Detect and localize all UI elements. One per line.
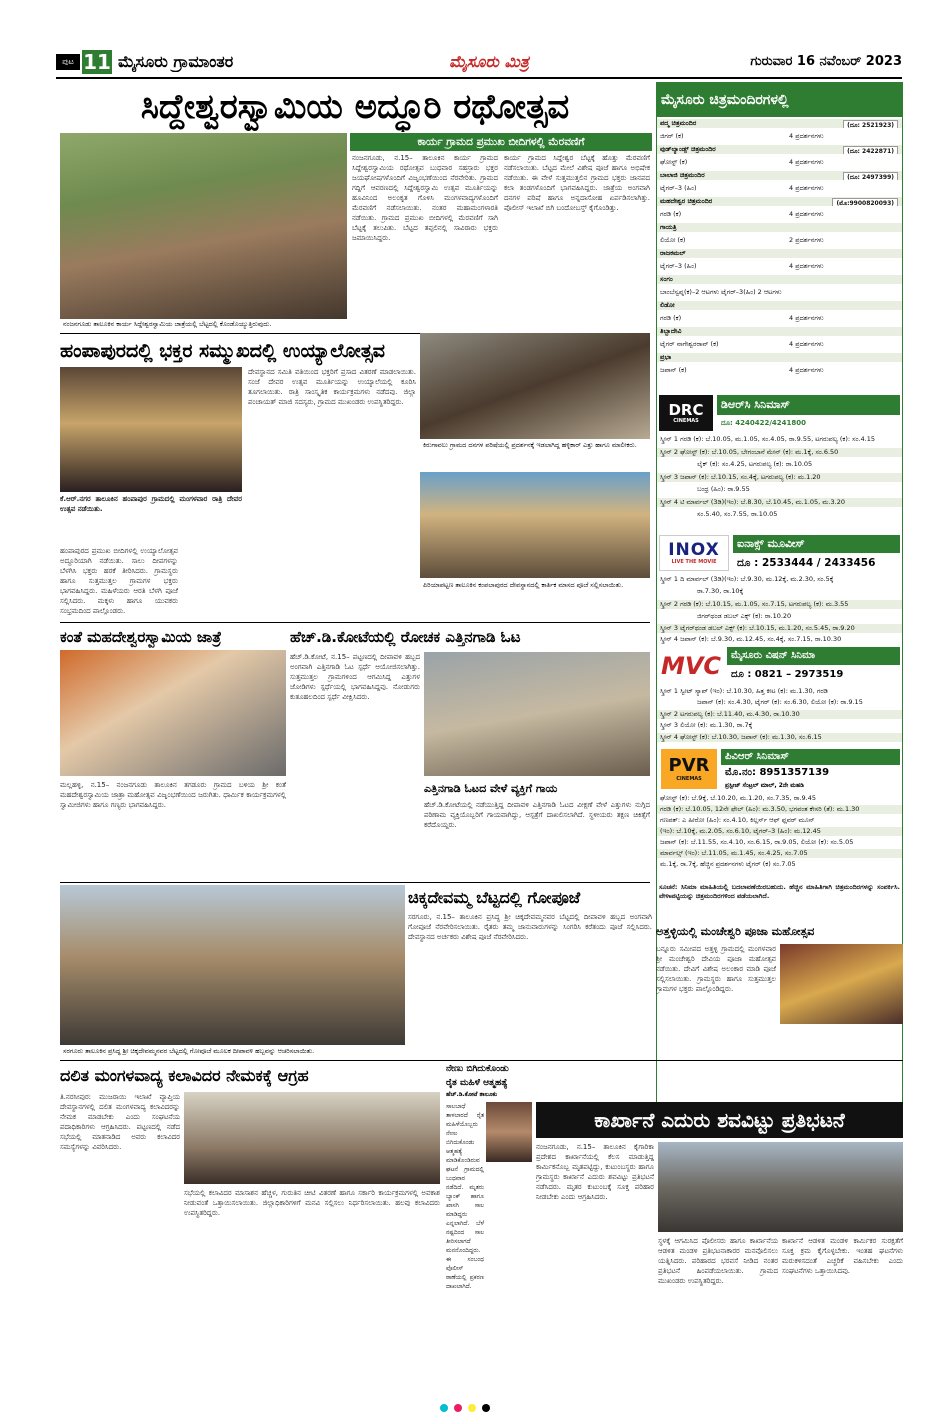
karkhane-body-col2: ಸ್ಥಳಕ್ಕೆ ಆಗಮಿಸಿದ ಪೊಲೀಸರು ಹಾಗೂ ಕಾರ್ಖಾನೆಯ ಆಡಳಿತ ಮಂಡಳಿ ಪ್ರತಿಭಟನಾಕಾರರ ಮನವೊಲಿಸಲು ಯತ್ನಿಸಿದರು. ಪರಿಹಾರದ ಭರವಸೆ ನೀಡಿದ ನಂತರ ಪ್ರತಿಭಟನೆ ಹಿಂಪಡೆಯಲಾಯಿತು. ಗ್ರಾಮದ ಮುಖಂಡರು ಉಪಸ್ಥಿತರಿದ್ದರು. bbox=[658, 1237, 778, 1285]
divider bbox=[60, 882, 650, 883]
hdkote-photo bbox=[424, 652, 650, 776]
cinema-note: ಸೂಚನೆ: ಸಿನಿಮಾ ಮಾಹಿತಿಯಲ್ಲಿ ಬದಲಾವಣೆಯಿರಬಹುದು. ಹೆಚ್ಚಿನ ಮಾಹಿತಿಗಾಗಿ ಚಿತ್ರಮಂದಿರಗಳನ್ನು ಸಂಪರ್ಕಿಸಿ. ವೇಳಾಪಟ್ಟಿಯನ್ನು ಚಿತ್ರಮಂದಿರಗಳಿಂದ ಪಡೆಯಲಾಗಿದೆ. bbox=[659, 883, 900, 900]
drc-phone: ದೂ: 4240422/4241800 bbox=[721, 419, 806, 427]
hdkote-body: ಹೆಚ್.ಡಿ.ಕೋಟೆ, ನ.15– ಪಟ್ಟಣದಲ್ಲಿ ದೀಪಾವಳಿ ಹಬ್ಬದ ಅಂಗವಾಗಿ ಎತ್ತಿನಗಾಡಿ ಓಟ ಸ್ಪರ್ಧೆ ಆಯೋಜಿಸಲಾಗಿತ್ತು. ಸುತ್ತಮುತ್ತಲ ಗ್ರಾಮಗಳಿಂದ ಆಗಮಿಸಿದ್ದ ಎತ್ತುಗಳ ಜೋಡಿಗಳು ಸ್ಪರ್ಧೆಯಲ್ಲಿ ಭಾಗವಹಿಸಿದ್ದವು. ನೋಡುಗರು ಕುತೂಹಲದಿಂದ ಸ್ಪರ್ಧೆ ವೀಕ್ಷಿಸಿದರು. bbox=[290, 653, 420, 701]
inox-row: ಸ್ಕ್ರೀನ್ 1 ದಿ ಮಾರ್ವಲ್ (3ಡಿ)(ಇಂ): ಬೆ.9.30, ಮ.12ಕ್ಕೆ, ಮ.2.30, ಸಂ.5ಕ್ಕೆ bbox=[660, 575, 834, 583]
mvc-logo: MVC bbox=[660, 652, 722, 680]
drc-name: ಡಿಆರ್‌ಸಿ ಸಿನಿಮಾಸ್ bbox=[717, 395, 900, 415]
cinema-row: ಮಹದೇಶ್ವರ ಚಿತ್ರಮಂದಿರ (ಮೊ:9900820093) bbox=[657, 197, 902, 206]
hampapura-caption: ಕೆ.ಆರ್.ನಗರ ತಾಲೂಕಿನ ಹಂಪಾಪುರ ಗ್ರಾಮದಲ್ಲಿ ಮಂಗಳವಾರ ರಾತ್ರಿ ದೇವರ ಉತ್ಸವ ನಡೆಯಿತು. bbox=[60, 495, 242, 513]
drc-row: ಸ್ಕ್ರೀನ್ 3 ಜಪಾನ್ (ಕ): ಬೆ.10.15, ಸಂ.4ಕ್ಕೆ, ಟಗರುಪಲ್ಯ (ಕ): ಮ.1.20 bbox=[657, 473, 902, 482]
hampapura-body-col1: ಹಂಪಾಪುರದ ಪ್ರಮುಖ ಬೀದಿಗಳಲ್ಲಿ ಉಯ್ಯಾಲೋತ್ಸವ ಅದ್ದೂರಿಯಾಗಿ ನಡೆಯಿತು. ಸಾಲು ದೀಪಗಳನ್ನು ಬೆಳಗಿಸಿ ಭಕ್ತರು ಹರಕೆ ತೀರಿಸಿದರು. ಗ್ರಾಮಸ್ಥರು ಹಾಗೂ ಸುತ್ತಮುತ್ತಲ ಗ್ರಾಮಗಳ ಭಕ್ತರು ಭಾಗವಹಿಸಿದ್ದರು. ಮಹಿಳೆಯರು ಆರತಿ ಬೆಳಗಿ ಪೂಜೆ ಸಲ್ಲಿಸಿದರು. ಮಕ್ಕಳು ಹಾಗೂ ಯುವಕರು ಸಂಭ್ರಮದಿಂದ ಪಾಲ್ಗೊಂಡರು. bbox=[60, 547, 178, 615]
inox-row: ಸ್ಕ್ರೀನ್ 3 ಟೈಗರ್‌ಥಂಡ ಡಬಲ್ ಎಕ್ಸ್ (ಕ): ಬೆ.10.15, ಮ.1.20, ಸಂ.5.45, ರಾ.9.20 bbox=[657, 624, 902, 633]
pvr-row: ಮಾರ್ವಲ್ಸ್ (ಇಂ): ಬೆ.11.05, ಮ.1.45, ಸಂ.4.25, ಸಂ.7.05 bbox=[657, 849, 902, 858]
nena-headline-1: ನೇಣು ಬಿಗಿದುಕೊಂಡು bbox=[446, 1064, 509, 1074]
drc-row: ಸ್ಕ್ರೀನ್ 2 ಘೋಸ್ಟ್ (ಕ): ಬೆ.10.05, ಬೇಗಂಬಾನೆ ಮೇನ್ (ಕ): ಮ.1ಕ್ಕೆ, ಸಂ.6.50 bbox=[657, 448, 902, 457]
lead-subhead: ಕಾರ್ಯ ಗ್ರಾಮದ ಪ್ರಮುಖ ಬೀದಿಗಳಲ್ಲಿ ಮೆರವಣಿಗೆ bbox=[350, 133, 652, 151]
bull-photo bbox=[420, 333, 650, 439]
inox-row: ರಾ.7.30, ರಾ.10ಕ್ಕೆ bbox=[697, 587, 744, 595]
hdkote-subhead: ಎತ್ತಿನಗಾಡಿ ಓಟದ ವೇಳೆ ವ್ಯಕ್ತಿಗೆ ಗಾಯ bbox=[424, 782, 558, 795]
page-number: 11 bbox=[83, 50, 111, 74]
kanthe-photo bbox=[60, 650, 286, 776]
mvc-phone: ದೂ : 0821 – 2973519 bbox=[731, 669, 844, 680]
black-dot bbox=[482, 1404, 490, 1412]
inox-logo: INOX LIVE THE MOVIE bbox=[659, 535, 729, 571]
dalitha-headline: ದಲಿತ ಮಂಗಳವಾದ್ಯ ಕಲಾವಿದರ ನೇಮಕಕ್ಕೆ ಆಗ್ರಹ bbox=[60, 1066, 309, 1085]
cinema-row: ರಾಜಕಮಲ್ bbox=[657, 249, 902, 258]
mvc-row: ಸ್ಕ್ರೀನ್ 1 ಸ್ವೀಟ್ ಸ್ಯಾಪ್ (ಇಂ): ಬೆ.10.30, ಹಿತ್ತ ಕೀಟ (ಕ): ಮ.1.30, ಗರಡಿ bbox=[660, 687, 828, 695]
mvc-row: ಜಪಾನ್ (ಕ): ಸಂ.4.30, ಟೈಗರ್ (ಕ): ಸಂ.6.30, ಲಿಯೋ (ಕ): ರಾ.9.15 bbox=[697, 698, 863, 706]
karkhane-body-col1: ನಂಜನಗೂಡು, ನ.15– ತಾಲೂಕಿನ ಕೈಗಾರಿಕಾ ಪ್ರದೇಶದ ಕಾರ್ಖಾನೆಯಲ್ಲಿ ಕೆಲಸ ಮಾಡುತ್ತಿದ್ದ ಕಾರ್ಮಿಕನೊಬ್ಬ ಮೃತಪಟ್ಟಿದ್ದು, ಕುಟುಂಬಸ್ಥರು ಹಾಗೂ ಗ್ರಾಮಸ್ಥರು ಕಾರ್ಖಾನೆ ಎದುರು ಶವವಿಟ್ಟು ಪ್ರತಿಭಟನೆ ನಡೆಸಿದರು. ಮೃತರ ಕುಟುಂಬಕ್ಕೆ ಸೂಕ್ತ ಪರಿಹಾರ ನೀಡಬೇಕು ಎಂದು ಆಗ್ರಹಿಸಿದರು. bbox=[536, 1143, 654, 1201]
pvr-name: ಪಿವಿಆರ್ ಸಿನಿಮಾಸ್ bbox=[721, 749, 900, 765]
dalitha-body-col1: ತಿ.ನರಸೀಪುರ: ಮುಜರಾಯಿ ಇಲಾಖೆ ವ್ಯಾಪ್ತಿಯ ದೇವಸ್ಥಾನಗಳಲ್ಲಿ ದಲಿತ ಮಂಗಳವಾದ್ಯ ಕಲಾವಿದರನ್ನು ನೇಮಕ ಮಾಡಬೇಕು ಎಂದು ಸಂಘಟನೆಯ ಪದಾಧಿಕಾರಿಗಳು ಆಗ್ರಹಿಸಿದರು. ಪಟ್ಟಣದಲ್ಲಿ ನಡೆದ ಸಭೆಯಲ್ಲಿ ಮಾತನಾಡಿದ ಅವರು ಕಲಾವಿದರ ಸಮಸ್ಯೆಗಳನ್ನು ವಿವರಿಸಿದರು. bbox=[60, 1093, 180, 1151]
paper-name: ಮೈಸೂರು ಮಿತ್ರ bbox=[449, 52, 529, 71]
cinema-row: ಟೈಗರ್–3 (ಹಿಂ) 4 ಪ್ರದರ್ಶನಗಳು bbox=[660, 184, 824, 192]
nena-byline: ಹೆಚ್.ಡಿ.ಕೋಟೆ ತಾಲೂಕು bbox=[446, 1091, 498, 1098]
cinema-row: ತಿಬ್ಬಾದೇವಿ bbox=[657, 327, 902, 336]
pvr-row: ಗಣಪತ್: ಎ ಹೀರೋ (ಹಿಂ): ಸಂ.4.10, ಕಿಲ್ಲರ್ಸ್ ಆಫ್ ಫ್ಲವರ್ ಮೂನ್ bbox=[660, 816, 815, 824]
pvr-row: (ಇಂ): ಬೆ.10ಕ್ಕೆ, ಮ.2.05, ಸಂ.6.10, ಟೈಗರ್–3 (ಹಿಂ): ಮ.12.45 bbox=[657, 827, 902, 836]
drc-row: ಸ್ಕ್ರೀನ್ 4 ಟಿ ಮಾರ್ವಲ್ (3ಡಿ)(ಇಂ): ಬೆ.8.30, ಬೆ.10.45, ಮ.1.05, ಮ.3.20 bbox=[657, 498, 902, 507]
hdkote-headline: ಹೆಚ್.ಡಿ.ಕೋಟೆಯಲ್ಲಿ ರೋಚಕ ಎತ್ತಿನಗಾಡಿ ಓಟ bbox=[290, 628, 521, 646]
temple-caption: ಪಿರಿಯಾಪಟ್ಟಣ ತಾಲೂಕಿನ ಕಂಪಲಾಪುರದ ದೇವಸ್ಥಾನದಲ್ಲಿ ಕಾರ್ತಿಕ ಮಾಸದ ಪೂಜೆ ಸಲ್ಲಿಸಲಾಯಿತು. bbox=[420, 580, 650, 620]
cinema-row: ಘೋಸ್ಟ್ (ಕ) 4 ಪ್ರದರ್ಶನಗಳು bbox=[660, 158, 824, 166]
athalli-photo bbox=[780, 944, 903, 1024]
drc-row: ಬಂಧ್ರ (ಹಿಂ): ರಾ.9.55 bbox=[697, 485, 750, 493]
pvr-logo: PVR CINEMAS bbox=[661, 749, 717, 789]
pvr-address: ಪ್ರಸ್ಟೀಜ್ ಸೆಂಟ್ರಲ್ ಮಾಲ್, 2ನೇ ಮಹಡಿ bbox=[725, 782, 804, 789]
inox-name: ಐನಾಕ್ಸ್ ಮೂವೀಸ್ bbox=[733, 535, 900, 553]
karkhane-photo bbox=[658, 1142, 903, 1232]
cinema-row: ಟೈಗರ್ ನಾಗೇಶ್ವರರಾವ್ (ಕ) 4 ಪ್ರದರ್ಶನಗಳು bbox=[660, 340, 824, 348]
cinema-row: ಗರಡಿ (ಕ) 4 ಪ್ರದರ್ಶನಗಳು bbox=[660, 210, 824, 218]
cinema-row: ಜಿಗರ್ (ಕ) 4 ಪ್ರದರ್ಶನಗಳು bbox=[660, 132, 824, 140]
inox-row: ಸ್ಕ್ರೀನ್ 2 ಗರಡಿ (ಕ): ಬೆ.10.15, ಮ.1.05, ಸಂ.7.15, ಟಗರುಪಲ್ಯ (ಕ): ಮ.3.55 bbox=[657, 600, 902, 609]
cinema-row: ಪ್ರಭಾ bbox=[657, 353, 902, 362]
cyan-dot bbox=[440, 1404, 448, 1412]
cinema-row: ಬಾಂಬೆಸ್ವಪ್ನ(ಕ)–2 ಆಟಗಳು ಟೈಗರ್–3(ಹಿಂ) 2 ಆಟಗಳು bbox=[660, 288, 782, 296]
dalitha-body-col2: ಸಭೆಯಲ್ಲಿ ಕಲಾವಿದರ ಮಾಸಾಶನ ಹೆಚ್ಚಳ, ಗುರುತಿನ ಚೀಟಿ ವಿತರಣೆ ಹಾಗೂ ಸರ್ಕಾರಿ ಕಾರ್ಯಕ್ರಮಗಳಲ್ಲಿ ಅವಕಾಶ ನೀಡುವಂತೆ ಒತ್ತಾಯಿಸಲಾಯಿತು. ಜಿಲ್ಲಾಧಿಕಾರಿಗಳಿಗೆ ಮನವಿ ಸಲ್ಲಿಸಲು ನಿರ್ಧರಿಸಲಾಯಿತು. ಹಲವು ಕಲಾವಿದರು ಉಪಸ್ಥಿತರಿದ್ದರು. bbox=[184, 1189, 440, 1217]
hdkote-sub-body: ಹೆಚ್.ಡಿ.ಕೋಟೆಯಲ್ಲಿ ನಡೆಯುತ್ತಿದ್ದ ದೀಪಾವಳಿ ಎತ್ತಿನಗಾಡಿ ಓಟದ ವೀಕ್ಷಣೆ ವೇಳೆ ಎತ್ತುಗಳು ನುಗ್ಗಿದ ಪರಿಣಾಮ ವ್ಯಕ್ತಿಯೊಬ್ಬರಿಗೆ ಗಾಯವಾಗಿದ್ದು, ಆಸ್ಪತ್ರೆಗೆ ದಾಖಲಿಸಲಾಗಿದೆ. ಸ್ಥಳೀಯರು ತಕ್ಷಣ ಚಿಕಿತ್ಸೆಗೆ ಕರೆದೊಯ್ದರು. bbox=[424, 801, 650, 829]
athalli-body: ಬನ್ನೂರು ಸಮೀಪದ ಅತ್ತಳ್ಳಿ ಗ್ರಾಮದಲ್ಲಿ ಮಂಗಳವಾರ ಶ್ರೀ ಮಂಚೇಶ್ವರಿ ದೇವಿಯ ಪೂಜಾ ಮಹೋತ್ಸವ ನಡೆಯಿತು. ದೇವಿಗೆ ವಿಶೇಷ ಅಲಂಕಾರ ಮಾಡಿ ಪೂಜೆ ಸಲ್ಲಿಸಲಾಯಿತು. ಗ್ರಾಮಸ್ಥರು ಹಾಗೂ ಸುತ್ತಮುತ್ತಲ ಗ್ರಾಮಗಳ ಭಕ್ತರು ಪಾಲ್ಗೊಂಡಿದ್ದರು. bbox=[656, 945, 776, 993]
divider bbox=[60, 1060, 903, 1061]
pvr-block bbox=[657, 747, 902, 895]
cinema-row: ಸಂಗಂ bbox=[657, 275, 902, 284]
inox-phone: ದೂ : 2533444 / 2433456 bbox=[737, 557, 876, 569]
lead-photo-caption: ನಂಜನಗೂಡು ತಾಲೂಕಿನ ಕಾರ್ಯ ಸಿದ್ದೇಶ್ವರಸ್ವಾಮಿಯ ಜಾತ್ರೆಯಲ್ಲಿ ಬೆಟ್ಟದಲ್ಲಿ ಕೊಂಡೊಯ್ಯುತ್ತಿರುವುದು. bbox=[60, 319, 347, 330]
chikkadevamma-caption: ಸರಗೂರು ತಾಲೂಕಿನ ಪ್ರಸಿದ್ಧ ಶ್ರೀ ಚಿಕ್ಕದೇವಮ್ಮನವರ ಬೆಟ್ಟದಲ್ಲಿ ಗೋಪೂಜೆ ಮೂಲಕ ದೀಪಾವಳಿ ಹಬ್ಬವನ್ನು ಆಚರಿಸಲಾಯಿತು. bbox=[60, 1046, 405, 1057]
divider bbox=[60, 622, 650, 623]
chikkadevamma-headline: ಚಿಕ್ಕದೇವಮ್ಮ ಬೆಟ್ಟದಲ್ಲಿ ಗೋಪೂಜೆ bbox=[408, 888, 581, 907]
cinema-row: ಗಾಯತ್ರಿ bbox=[657, 223, 902, 232]
bull-caption: ಕಿರುಗಾವಲು ಗ್ರಾಮದ ದನಗಳ ಪರಿಷೆಯಲ್ಲಿ ಪ್ರದರ್ಶನಕ್ಕೆ ಇಡಲಾಗಿದ್ದ ಹಳ್ಳಿಕಾರ್ ಎತ್ತು ಹಾಗೂ ಮಾಲೀಕರು. bbox=[420, 440, 650, 470]
cinema-row: ಲಿಯೋ (ಕ) 2 ಪ್ರದರ್ಶನಗಳು bbox=[660, 236, 824, 244]
pvr-row: ಜಪಾನ್ (ಕ): ಬೆ.11.55, ಸಂ.4.10, ಸಂ.6.15, ರಾ.9.05, ಲಿಯೋ (ಕ): ಸಂ.5.05 bbox=[660, 838, 854, 846]
registration-marks bbox=[440, 1404, 500, 1412]
inox-row: ಜಿಗರ್‌ಥಂಡ ಡಬಲ್ ಎಕ್ಸ್ (ಕ): ರಾ.10.20 bbox=[697, 612, 792, 620]
cinema-row: ಜಪಾನ್ (ಕ) 4 ಪ್ರದರ್ಶನಗಳು bbox=[660, 366, 824, 374]
lead-headline: ಸಿದ್ದೇಶ್ವರಸ್ವಾಮಿಯ ಅದ್ಧೂರಿ ರಥೋತ್ಸವ bbox=[140, 87, 570, 127]
page-label: ಪುಟ bbox=[56, 54, 80, 70]
issue-date: ಗುರುವಾರ 16 ನವೆಂಬರ್ 2023 bbox=[750, 54, 902, 69]
drc-block bbox=[657, 393, 902, 533]
drc-row: ಸ್ಕ್ರೀನ್ 1 ಗರಡಿ (ಕ): ಬೆ.10.05, ಮ.1.05, ಸಂ.4.05, ರಾ.9.55, ಟಗರುಪಲ್ಯ (ಕ): ಸಂ.4.15 bbox=[660, 435, 875, 443]
cinema-row: ಪದ್ಮ ಚಿತ್ರಮಂದಿರ (ದೂ: 2521923) bbox=[657, 119, 902, 128]
pvr-row: ಗರಡಿ (ಕ): ಬೆ.10.05, 12ನೇ ಫೇಲ್ (ಹಿಂ): ಮ.3.50, ಭಗವಂತ ಕೇಸರಿ (ತೆ): ಮ.1.30 bbox=[657, 805, 902, 814]
masthead-rule bbox=[56, 77, 902, 79]
drc-row: ಲೈಕ್ (ಕ): ಸಂ.4.25, ಟಗರುಪಲ್ಯ (ಕ): ರಾ.10.05 bbox=[697, 460, 813, 468]
magenta-dot bbox=[454, 1404, 462, 1412]
lead-photo bbox=[60, 133, 347, 330]
chikkadevamma-photo bbox=[60, 885, 405, 1045]
drc-logo: DRC CINEMAS bbox=[659, 395, 713, 431]
inox-row: ಸ್ಕ್ರೀನ್ 4 ಜಪಾನ್ (ಕ): ಬೆ.9.30, ಮ.12.45, ಸಂ.4ಕ್ಕೆ, ಸಂ.7.15, ರಾ.10.30 bbox=[660, 635, 842, 643]
temple-photo bbox=[420, 472, 650, 578]
kanthe-body: ಮಲ್ಲಹಳ್ಳಿ, ನ.15– ನಂಜನಗೂಡು ತಾಲೂಕಿನ ತಗಡೂರು ಗ್ರಾಮದ ಬಳಿಯ ಶ್ರೀ ಕಂತೆ ಮಹದೇಶ್ವರಸ್ವಾಮಿಯ ಜಾತ್ರಾ ಮಹೋತ್ಸವ ವಿಜೃಂಭಣೆಯಿಂದ ಜರುಗಿತು. ಧಾರ್ಮಿಕ ಕಾರ್ಯಕ್ರಮಗಳಲ್ಲಿ ಸ್ವಾಮೀಜಿಗಳು ಹಾಗೂ ಗಣ್ಯರು ಭಾಗವಹಿಸಿದ್ದರು. bbox=[60, 781, 286, 809]
cinema-row: ಗರಡಿ (ಕ) 4 ಪ್ರದರ್ಶನಗಳು bbox=[660, 314, 824, 322]
athalli-headline: ಅತ್ತಳ್ಳಿಯಲ್ಲಿ ಮಂಚೇಶ್ವರಿ ಪೂಜಾ ಮಹೋತ್ಸವ bbox=[656, 925, 815, 938]
lead-body-col1: ನಂಜನಗೂಡು, ನ.15– ತಾಲೂಕಿನ ಕಾರ್ಯ ಗ್ರಾಮದ ಸಿದ್ದೇಶ್ವರಸ್ವಾಮಿಯ ರಥೋತ್ಸವ ಬುಧವಾರ ಸಹಸ್ರಾರು ಭಕ್ತರ ಜಯಘೋಷಗಳೊಂದಿಗೆ ವಿಜೃಂಭಣೆಯಿಂದ ನೆರವೇರಿತು. ಗ್ರಾಮದ ಗದ್ದಿಗೆ ಆವರಣದಲ್ಲಿ ಸಿದ್ದೇಶ್ವರಸ್ವಾಮಿ ಉತ್ಸವ ಮೂರ್ತಿಯನ್ನು ಹೂವಿನಿಂದ ಅಲಂಕೃತ ಗೊಳಿಸಿ ಮಂಗಳವಾದ್ಯಗಳೊಂದಿಗೆ ಮೆರವಣಿಗೆ ನಡೆಸಲಾಯಿತು. ನಂತರ ಮಹಾಮಂಗಳಾರತಿ ನಡೆಯಿತು. ಗ್ರಾಮದ ಪ್ರಮುಖ ಬೀದಿಗಳಲ್ಲಿ ಮೆರವಣಿಗೆ ಸಾಗಿ ಬೆಟ್ಟಕ್ಕೆ ತಲುಪಿತು. ಬೆಟ್ಟದ ತಪ್ಪಲಿನಲ್ಲಿ ಸಾವಿರಾರು ಭಕ್ತರು ಜಮಾಯಿಸಿದ್ದರು. bbox=[352, 154, 498, 242]
cinema-row: ಟೈಗರ್–3 (ಹಿಂ) 4 ಪ್ರದರ್ಶನಗಳು bbox=[660, 262, 824, 270]
cinema-row: ಲಿಡೋ bbox=[657, 301, 902, 310]
cinema-title: ಮೈಸೂರು ಚಿತ್ರಮಂದಿರಗಳಲ್ಲಿ bbox=[657, 83, 902, 117]
karkhane-body-col3: ಕಾರ್ಖಾನೆ ಆಡಳಿತ ಮಂಡಳಿ ಕಾರ್ಮಿಕರ ಸುರಕ್ಷತೆಗೆ ಸೂಕ್ತ ಕ್ರಮ ಕೈಗೊಳ್ಳಬೇಕು. ಇಂತಹ ಘಟನೆಗಳು ಮರುಕಳಿಸದಂತೆ ಎಚ್ಚರಿಕೆ ವಹಿಸಬೇಕು ಎಂದು ಸಂಘಟನೆಗಳು ಒತ್ತಾಯಿಸಿದವು. bbox=[782, 1237, 903, 1275]
dalitha-photo bbox=[184, 1092, 440, 1184]
nena-body: ಸಾಲಬಾಧೆ ತಾಳಲಾರದೆ ರೈತ ಮಹಿಳೆಯೊಬ್ಬರು ನೇಣು ಬಿಗಿದುಕೊಂಡು ಆತ್ಮಹತ್ಯೆ ಮಾಡಿಕೊಂಡಿರುವ ಘಟನೆ ಗ್ರಾಮದಲ್ಲಿ ಬುಧವಾರ ನಡೆದಿದೆ. ಮೃತರು ಬ್ಯಾಂಕ್ ಹಾಗೂ ಖಾಸಗಿ ಸಾಲ ಮಾಡಿದ್ದರು ಎನ್ನಲಾಗಿದೆ. ಬೆಳೆ ನಷ್ಟದಿಂದ ಸಾಲ ತೀರಿಸಲಾಗದೆ ಮನನೊಂದಿದ್ದರು. ಈ ಸಂಬಂಧ ಪೊಲೀಸ್ ಠಾಣೆಯಲ್ಲಿ ಪ್ರಕರಣ ದಾಖಲಾಗಿದೆ. bbox=[446, 1103, 484, 1290]
mvc-row: ಸ್ಕ್ರೀನ್ 2 ಟಗರುಪಲ್ಯ (ಕ): ಬೆ.11.40, ಮ.4.30, ರಾ.10.30 bbox=[657, 710, 902, 719]
yellow-dot bbox=[468, 1404, 476, 1412]
mvc-row: ಸ್ಕ್ರೀನ್ 4 ಘೋಸ್ಟ್ (ಕ): ಬೆ.10.30, ಜಪಾನ್ (ಕ): ಮ.1.30, ಸಂ.6.15 bbox=[657, 733, 902, 742]
hampapura-headline: ಹಂಪಾಪುರದಲ್ಲಿ ಭಕ್ತರ ಸಮ್ಮುಖದಲ್ಲಿ ಉಯ್ಯಾಲೋತ್ಸವ bbox=[60, 340, 385, 362]
cinema-listings bbox=[657, 119, 902, 391]
masthead bbox=[56, 50, 902, 74]
mvc-block bbox=[657, 645, 902, 745]
mvc-name: ಮೈಸೂರು ವಿಷನ್ ಸಿನಿಮಾ bbox=[727, 647, 900, 665]
hampapura-photo bbox=[60, 367, 242, 492]
karkhane-headline: ಕಾರ್ಖಾನೆ ಎದುರು ಶವವಿಟ್ಟು ಪ್ರತಿಭಟನೆ bbox=[536, 1102, 903, 1138]
lead-body-col2: ಕಾರ್ಯ ಗ್ರಾಮದ ಸಿದ್ದೇಶ್ವರ ಬೆಟ್ಟಕ್ಕೆ ಹೊತ್ತು ಮೆರವಣಿಗೆ ನಡೆಸಲಾಯಿತು. ಬೆಟ್ಟದ ಮೇಲೆ ವಿಶೇಷ ಪೂಜೆ ಹಾಗೂ ಅಭಿಷೇಕ ನಡೆಯಿತು. ಈ ವೇಳೆ ಸುತ್ತಮುತ್ತಲಿನ ಗ್ರಾಮದ ಭಕ್ತರು ಜಾನಪದ ಕಲಾ ತಂಡಗಳೊಂದಿಗೆ ಭಾಗವಹಿಸಿದ್ದರು. ಜಾತ್ರೆಯ ಅಂಗವಾಗಿ ದನಗಳ ಪರಿಷೆ ಹಾಗೂ ಅನ್ನದಾಸೋಹ ಏರ್ಪಡಿಸಲಾಗಿತ್ತು. ಪೊಲೀಸ್ ಇಲಾಖೆ ಬಿಗಿ ಬಂದೋಬಸ್ತ್ ಕೈಗೊಂಡಿತ್ತು. bbox=[504, 154, 650, 212]
pvr-row: ಮ.1ಕ್ಕೆ, ರಾ.7ಕ್ಕೆ, ಹೆಚ್ಚಿನ ಪ್ರದರ್ಶನಗಳು ಟೈಗರ್ (ಕ) ಸಂ.7.05 bbox=[660, 860, 796, 868]
mvc-row: ಸ್ಕ್ರೀನ್ 3 ಲಿಯೋ (ಕ): ಮ.1.30, ರಾ.7ಕ್ಕೆ bbox=[660, 721, 753, 729]
cinema-row: ವುಡ್‌ಲ್ಯಾಂಡ್ಸ್ ಚಿತ್ರಮಂದಿರ (ದೂ: 2422871) bbox=[657, 145, 902, 154]
drc-row: ಸಂ.5.40, ಸಂ.7.55, ರಾ.10.05 bbox=[697, 510, 778, 518]
chikkadevamma-body: ಸರಗೂರು, ನ.15– ತಾಲೂಕಿನ ಪ್ರಸಿದ್ಧ ಶ್ರೀ ಚಿಕ್ಕದೇವಮ್ಮನವರ ಬೆಟ್ಟದಲ್ಲಿ ದೀಪಾವಳಿ ಹಬ್ಬದ ಅಂಗವಾಗಿ ಗೋಪೂಜೆ ನೆರವೇರಿಸಲಾಯಿತು. ರೈತರು ತಮ್ಮ ಜಾನುವಾರುಗಳನ್ನು ಸಿಂಗರಿಸಿ ಕರೆತಂದು ಪೂಜೆ ಸಲ್ಲಿಸಿದರು. ದೇವಸ್ಥಾನದ ಅರ್ಚಕರು ವಿಶೇಷ ಪೂಜೆ ನೆರವೇರಿಸಿದರು. bbox=[408, 913, 652, 941]
pvr-row: ಘೋಸ್ಟ್ (ಕ): ಬೆ.9ಕ್ಕೆ, ಬೆ.10.20, ಮ.1.20, ಸಂ.7.35, ರಾ.9.45 bbox=[660, 794, 816, 802]
nena-portrait bbox=[486, 1102, 532, 1162]
nena-headline-2: ರೈತ ಮಹಿಳೆ ಆತ್ಮಹತ್ಯೆ bbox=[446, 1078, 508, 1088]
inox-block bbox=[657, 533, 902, 645]
pvr-phone: ಮೊ.ನಂ: 8951357139 bbox=[725, 767, 830, 778]
kanthe-headline: ಕಂತೆ ಮಹದೇಶ್ವರಸ್ವಾಮಿಯ ಜಾತ್ರೆ bbox=[60, 628, 222, 646]
cinema-row: ಬಾಲಾಜಿ ಚಿತ್ರಮಂದಿರ (ದೂ: 2497399) bbox=[657, 171, 902, 180]
section-title: ಮೈಸೂರು ಗ್ರಾಮಾಂತರ bbox=[118, 52, 234, 71]
hampapura-body-col2: ದೇವಸ್ಥಾನದ ಸಮಿತಿ ವತಿಯಿಂದ ಭಕ್ತರಿಗೆ ಪ್ರಸಾದ ವಿತರಣೆ ಮಾಡಲಾಯಿತು. ಸಂಜೆ ದೇವರ ಉತ್ಸವ ಮೂರ್ತಿಯನ್ನು ಉಯ್ಯಾಲೆಯಲ್ಲಿ ಕೂರಿಸಿ ತೂಗಲಾಯಿತು. ರಾತ್ರಿ ಸಾಂಸ್ಕೃತಿಕ ಕಾರ್ಯಕ್ರಮಗಳು ನಡೆದವು. ಜಿಲ್ಲಾ ಪಂಚಾಯತ್ ಮಾಜಿ ಸದಸ್ಯರು, ಗ್ರಾಮದ ಮುಖಂಡರು ಉಪಸ್ಥಿತರಿದ್ದರು. bbox=[248, 368, 416, 406]
